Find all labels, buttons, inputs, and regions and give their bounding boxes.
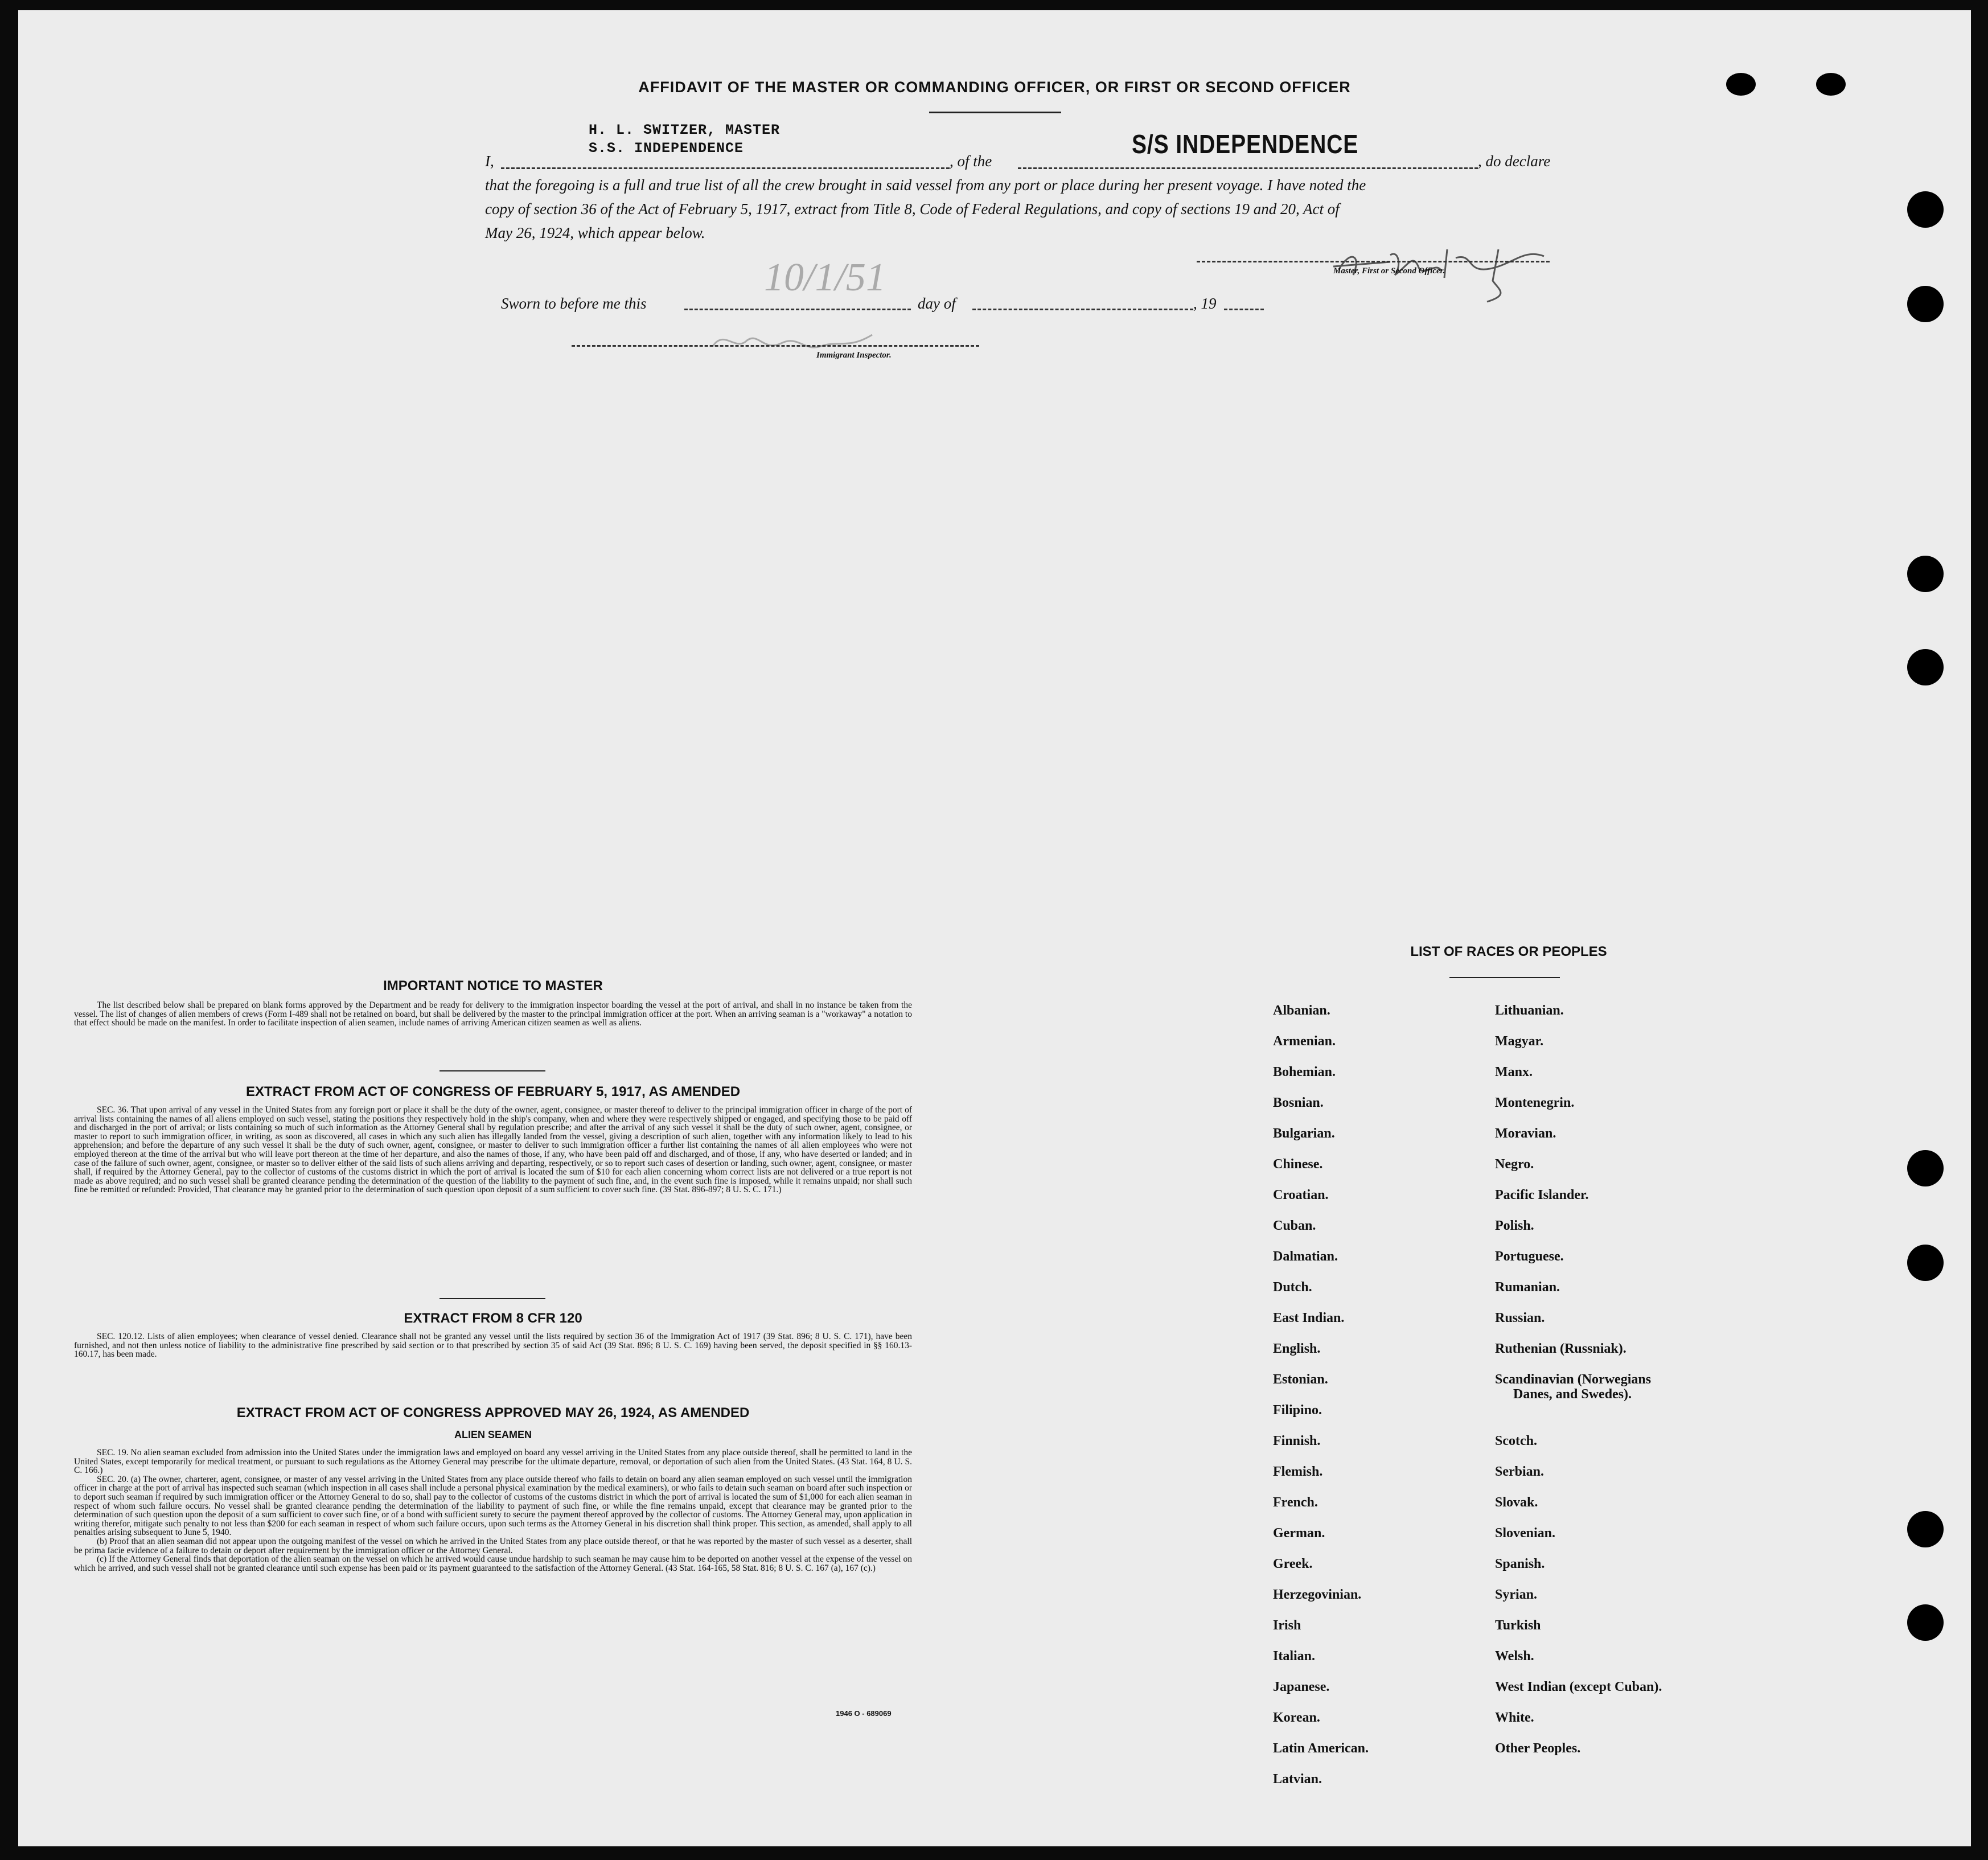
section-divider	[440, 1070, 545, 1071]
master-stamp-line1: H. L. SWITZER, MASTER	[589, 122, 781, 138]
race-item: Herzegovinian.	[1273, 1587, 1362, 1602]
statement-line: May 26, 1924, which appear below.	[485, 224, 705, 241]
race-item: Welsh.	[1495, 1649, 1534, 1664]
race-item: Latvian.	[1273, 1772, 1322, 1787]
extract-cfr-paragraph: SEC. 120.12. Lists of alien employees; when clearance of vessel denied. Clearance shall not be granted any vessel until the lists required by section 36 of the Immigration Act of 1917 (39 Stat. 896; 8 U. S. C. 171), have been furnished, and not then unless notice of liability to the administrative fine prescribed by said section or to that prescribed by section 35 of said Act (39 Stat. 896; 8 U. S. C. 169) having been served, the deposit specified in §§ 160.13-160.17, has been made.	[74, 1332, 912, 1360]
sworn-day-blank	[684, 309, 911, 310]
extract-cfr-heading: EXTRACT FROM 8 CFR 120	[404, 1311, 582, 1326]
affidavit-title: AFFIDAVIT OF THE MASTER OR COMMANDING OFFICER, OR FIRST OR SECOND OFFICER	[638, 79, 1351, 96]
race-item: Russian.	[1495, 1311, 1545, 1325]
extract-1924-text	[74, 1448, 912, 1572]
race-item: Irish	[1273, 1618, 1301, 1633]
race-item: Bulgarian.	[1273, 1126, 1335, 1141]
race-item: Scandinavian (Norwegians	[1495, 1372, 1652, 1387]
race-item: Syrian.	[1495, 1587, 1538, 1602]
race-item: Filipino.	[1273, 1403, 1322, 1418]
punch-hole	[1907, 286, 1944, 322]
sec-20a-paragraph: SEC. 20. (a) The owner, charterer, agent, consignee, or master of any vessel arriving in the United States from any place outside thereof who fails to detain on board any alien seaman employed on such vessel until the immigration officer in charge at the port of arrival has inspected such seaman (which inspection in all cases shall include a personal physical examination by the medical examiners), or who fails to detain such seaman on board after such inspection or to deport such seaman if required by such immigration officer or the Attorney General to do so, shall pay to the collector of customs of the customs district in which the port of arrival is located the sum of $1,000 for each alien seaman in respect of whom such failure occurs. No vessel shall be granted clearance pending the determination of the liability to payment of such fine, or while the fine remains unpaid, except that clearance may be granted prior to the determination of such question upon the deposit of a sum sufficient to cover such fine, or of a bond with sufficient surety to secure the payment thereof approved by the collector of customs. The Attorney General may, upon application in writing therefor, mitigate such penalty to not less than $200 for each seaman in respect of whom such failure occurs, upon such terms as the Attorney General in his discretion shall think proper. This section, as amended, shall apply to all penalties arising subsequent to June 5, 1940.	[74, 1474, 912, 1538]
race-item: Ruthenian (Russniak).	[1495, 1341, 1626, 1356]
punch-hole	[1907, 191, 1944, 228]
race-item: Bohemian.	[1273, 1065, 1336, 1079]
race-item: Danes, and Swedes).	[1513, 1387, 1632, 1402]
race-item: White.	[1495, 1710, 1534, 1725]
vessel-name: S/S INDEPENDENCE	[1132, 129, 1359, 159]
race-item: Korean.	[1273, 1710, 1320, 1725]
race-item: Spanish.	[1495, 1557, 1545, 1571]
punch-hole	[1907, 556, 1944, 592]
race-item: Flemish.	[1273, 1464, 1323, 1479]
extract-1917-heading: EXTRACT FROM ACT OF CONGRESS OF FEBRUARY 5, 1917, AS AMENDED	[245, 1084, 741, 1099]
handwritten-date: 10/1/51	[764, 256, 886, 299]
race-item: Dalmatian.	[1273, 1249, 1338, 1264]
notice-heading: IMPORTANT NOTICE TO MASTER	[383, 978, 603, 993]
race-item: Bosnian.	[1273, 1095, 1324, 1110]
year-prefix: , 19	[1193, 295, 1217, 312]
punch-hole	[1907, 1150, 1944, 1186]
document-page	[18, 10, 1971, 1846]
i-label: I,	[485, 153, 494, 170]
race-item: Montenegrin.	[1495, 1095, 1575, 1110]
title-underline	[929, 112, 1061, 113]
races-heading-underline	[1449, 977, 1560, 978]
race-item: East Indian.	[1273, 1311, 1345, 1325]
race-item: Dutch.	[1273, 1280, 1312, 1295]
race-item: Japanese.	[1273, 1680, 1330, 1694]
name-blank	[501, 167, 950, 169]
master-stamp-line2: S.S. INDEPENDENCE	[589, 140, 744, 157]
notice-paragraph: The list described below shall be prepared on blank forms approved by the Department and be ready for delivery to the immigration inspector boarding the vessel at the port of arrival, and shall in no instance be taken from the vessel. The list of changes of alien members of crews (Form I-489 shall not be retained on board, but shall be delivered by the master to the principal immigration officer at the port. When an arriving seaman is a "workaway" a notation to that effect should be made on the manifest. In order to facilitate inspection of alien seamen, include names of arriving American citizen seamen as well as aliens.	[74, 1000, 912, 1028]
race-item: Latin American.	[1273, 1741, 1369, 1756]
race-item: Polish.	[1495, 1218, 1534, 1233]
do-declare-label: , do declare	[1478, 153, 1551, 170]
vessel-blank	[1018, 167, 1478, 169]
sec-20c-paragraph: (c) If the Attorney General finds that deportation of the alien seaman on the vessel on which he arrived would cause undue hardship to such seaman he may cause him to be deported on another vessel at the expense of the vessel on which he arrived, and such vessel shall not be granted clearance until such expense has been paid or its payment guaranteed to the satisfaction of the Attorney General. (43 Stat. 164-165, 58 Stat. 816; 8 U. S. C. 167 (a), 167 (c).)	[74, 1554, 912, 1573]
signature-line	[1197, 261, 1550, 262]
race-item: Greek.	[1273, 1557, 1313, 1571]
races-heading: LIST OF RACES OR PEOPLES	[1410, 944, 1607, 959]
race-item: Turkish	[1495, 1618, 1541, 1633]
signature-caption: Master, First or Second Officer.	[1333, 266, 1445, 276]
of-the-label: , of the	[950, 153, 992, 170]
race-item: Other Peoples.	[1495, 1741, 1581, 1756]
race-item: Negro.	[1495, 1157, 1534, 1172]
extract-1917-paragraph: SEC. 36. That upon arrival of any vessel in the United States from any foreign port or place it shall be the duty of the owner, agent, consignee, or master thereof to deliver to the principal immigration officer in charge of the port of arrival lists containing the names of all aliens employed on such vessel, stating the positions they respectively hold in the ship's company, when and where they were respectively shipped or engaged, and specifying those to be paid off and discharged in the port of arrival; or lists containing so much of such information as the Attorney General shall by regulation prescribe; and after the arrival of any such vessel it shall be the duty of such owner, agent, consignee, or master to report to such immigration officer, in writing, as soon as discovered, all cases in which any such alien has illegally landed from the vessel, giving a description of such alien, together with any information likely to lead to his apprehension; and before the departure of any such vessel it shall be the duty of such owner, agent, consignee, or master to deliver to such immigration officer a further list containing the names of all alien employees who were not employed thereon at the time of the arrival but who will leave port thereon at the time of her departure, and also the names of those, if any, who have been paid off and discharged, and of those, if any, who have deserted or landed; and in case of the failure of such owner, agent, consignee, or master so to deliver either of the said lists of such aliens arriving and departing, respectively, or so to report such cases of desertion or landing, such owner, agent, consignee, or master shall, if required by the Attorney General, pay to the collector of customs of the customs district in which the port of arrival is located the sum of $10 for each alien concerning whom correct lists are not delivered or a true report is not made as above required; and no such vessel shall be granted clearance pending the determination of the question of the liability to the payment of such fine, and, in the event such fine is imposed, while it remains unpaid; nor shall such fine be remitted or refunded: Provided, That clearance may be granted prior to the determination of such question upon deposit of a sum sufficient to cover such fine. (39 Stat. 896-897; 8 U. S. C. 171.)	[74, 1105, 912, 1195]
race-item: Slovenian.	[1495, 1526, 1556, 1541]
race-item: Estonian.	[1273, 1372, 1328, 1387]
sec-20b-paragraph: (b) Proof that an alien seaman did not appear upon the outgoing manifest of the vessel on which he arrived in the United States from any place outside thereof, or that he was reported by the master of such vessel as a deserter, shall be prima facie evidence of a failure to detain or deport after requirement by the immigration officer or the Attorney General.	[74, 1536, 912, 1555]
race-item: Slovak.	[1495, 1495, 1538, 1510]
year-blank	[1224, 309, 1264, 310]
race-item: English.	[1273, 1341, 1321, 1356]
race-item: Pacific Islander.	[1495, 1188, 1589, 1202]
punch-hole	[1907, 649, 1944, 685]
race-item: Croatian.	[1273, 1188, 1329, 1202]
race-item: Rumanian.	[1495, 1280, 1560, 1295]
race-item: Serbian.	[1495, 1464, 1545, 1479]
race-item: Lithuanian.	[1495, 1003, 1564, 1018]
race-item: West Indian (except Cuban).	[1495, 1680, 1662, 1694]
race-item: Cuban.	[1273, 1218, 1316, 1233]
extract-1924-heading: EXTRACT FROM ACT OF CONGRESS APPROVED MAY 26, 1924, AS AMENDED	[236, 1405, 750, 1420]
race-item: Finnish.	[1273, 1434, 1321, 1448]
inspector-line	[572, 345, 979, 347]
punch-hole	[1907, 1245, 1944, 1281]
section-divider	[440, 1298, 545, 1299]
race-item: Manx.	[1495, 1065, 1533, 1079]
month-blank	[972, 309, 1193, 310]
day-of-label: day of	[918, 295, 956, 312]
race-item: Portuguese.	[1495, 1249, 1564, 1264]
sworn-label: Sworn to before me this	[501, 295, 647, 312]
extract-cfr-text	[74, 1332, 912, 1359]
sec-19-paragraph: SEC. 19. No alien seaman excluded from admission into the United States under the immigration laws and employed on board any vessel arriving in the United States from any place outside thereof, shall be permitted to land in the United States, except temporarily for medical treatment, or pursuant to such regulations as the Attorney General may prescribe for the ultimate departure, removal, or deportation of such alien from the United States. (43 Stat. 164, 8 U. S. C. 166.)	[74, 1448, 912, 1476]
race-item: Scotch.	[1495, 1434, 1537, 1448]
race-item: Magyar.	[1495, 1034, 1544, 1049]
notice-text	[74, 1001, 912, 1028]
alien-seamen-subheading: ALIEN SEAMEN	[454, 1429, 532, 1440]
race-item: Moravian.	[1495, 1126, 1556, 1141]
statement-line: that the foregoing is a full and true list of all the crew brought in said vessel from any port or place during her present voyage. I have noted the	[485, 176, 1366, 194]
race-item: German.	[1273, 1526, 1325, 1541]
punch-hole	[1907, 1511, 1944, 1547]
statement-line: copy of section 36 of the Act of February 5, 1917, extract from Title 8, Code of Federal Regulations, and copy of sections 19 and 20, Act of	[485, 200, 1340, 217]
extract-1917-text	[74, 1106, 912, 1194]
race-item: Armenian.	[1273, 1034, 1336, 1049]
race-item: Italian.	[1273, 1649, 1316, 1664]
race-item: Chinese.	[1273, 1157, 1323, 1172]
punch-hole	[1907, 1604, 1944, 1641]
race-item: French.	[1273, 1495, 1318, 1510]
print-code: 1946 O - 689069	[836, 1709, 892, 1718]
race-item: Albanian.	[1273, 1003, 1330, 1018]
inspector-caption: Immigrant Inspector.	[816, 351, 892, 360]
